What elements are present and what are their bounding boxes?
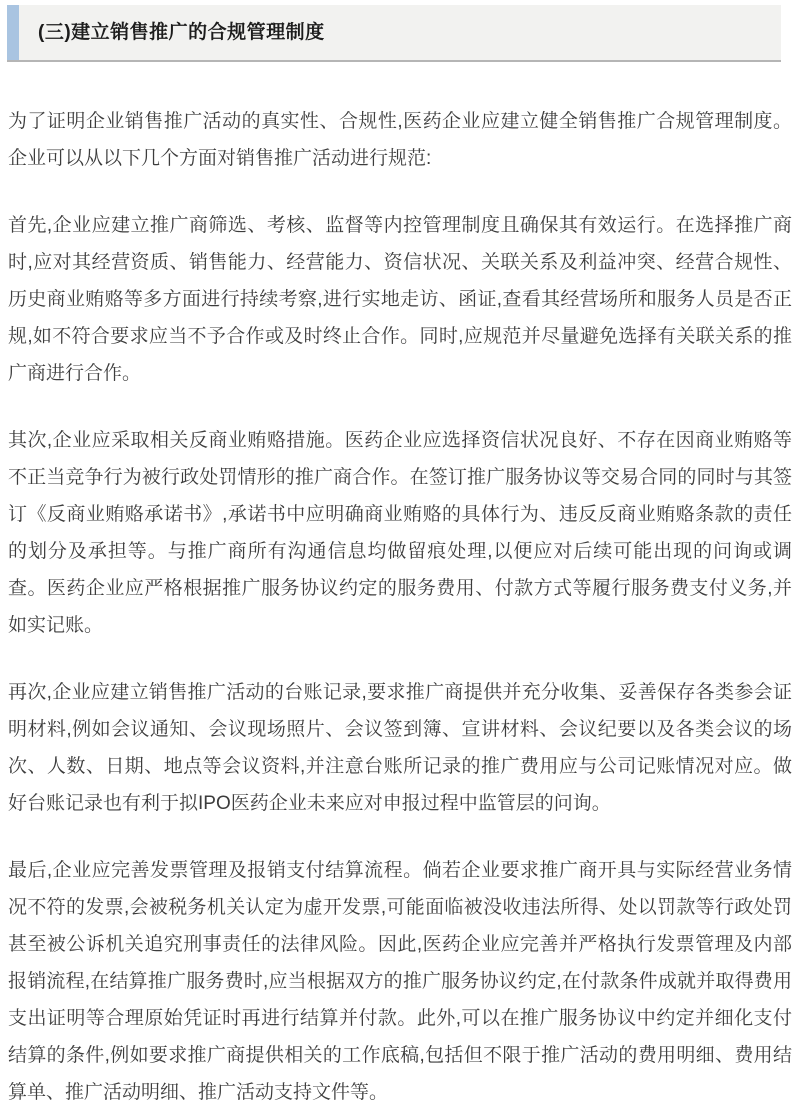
section-heading: (三)建立销售推广的合规管理制度 (38, 22, 325, 43)
paragraph-first-point: 首先,企业应建立推广商筛选、考核、监督等内控管理制度且确保其有效运行。在选择推广商时,应对其经营资质、销售能力、经营能力、资信状况、关联关系及利益冲突、经营合规性、历史商业贿赂等多方面进行持续考察,进行实地走访、函证,查看其经营场所和服务人员是否正规,如不符合要求应当不予合作或及时终止合作。同时,应规范并尽量避免选择有关联关系的推广商进行合作。 (8, 215, 792, 384)
heading-accent-bar (7, 5, 19, 60)
article-body (8, 103, 792, 1111)
paragraph-third-point: 再次,企业应建立销售推广活动的台账记录,要求推广商提供并充分收集、妥善保存各类参会证明材料,例如会议通知、会议现场照片、会议签到簿、宣讲材料、会议纪要以及各类会议的场次、人数、日期、地点等会议资料,并注意台账所记录的推广费用应与公司记账情况对应。做好台账记录也有利于拟IPO医药企业未来应对申报过程中监管层的问询。 (8, 682, 792, 814)
paragraph-last-point: 最后,企业应完善发票管理及报销支付结算流程。倘若企业要求推广商开具与实际经营业务情况不符的发票,会被税务机关认定为虚开发票,可能面临被没收违法所得、处以罚款等行政处罚甚至被公诉机关追究刑事责任的法律风险。因此,医药企业应完善并严格执行发票管理及内部报销流程,在结算推广服务费时,应当根据双方的推广服务协议约定,在付款条件成就并取得费用支出证明等合理原始凭证时再进行结算并付款。此外,可以在推广服务协议中约定并细化支付结算的条件,例如要求推广商提供相关的工作底稿,包括但不限于推广活动的费用明细、费用结算单、推广活动明细、推广活动支持文件等。 (8, 860, 792, 1103)
paragraph-second-point: 其次,企业应采取相关反商业贿赂措施。医药企业应选择资信状况良好、不存在因商业贿赂等不正当竞争行为被行政处罚情形的推广商合作。在签订推广服务协议等交易合同的同时与其签订《反商业贿赂承诺书》,承诺书中应明确商业贿赂的具体行为、违反反商业贿赂条款的责任的划分及承担等。与推广商所有沟通信息均做留痕处理,以便应对后续可能出现的问询或调查。医药企业应严格根据推广服务协议约定的服务费用、付款方式等履行服务费支付义务,并如实记账。 (8, 430, 792, 636)
paragraph-intro: 为了证明企业销售推广活动的真实性、合规性,医药企业应建立健全销售推广合规管理制度。企业可以从以下几个方面对销售推广活动进行规范: (8, 111, 792, 169)
section-heading-box (7, 5, 781, 62)
